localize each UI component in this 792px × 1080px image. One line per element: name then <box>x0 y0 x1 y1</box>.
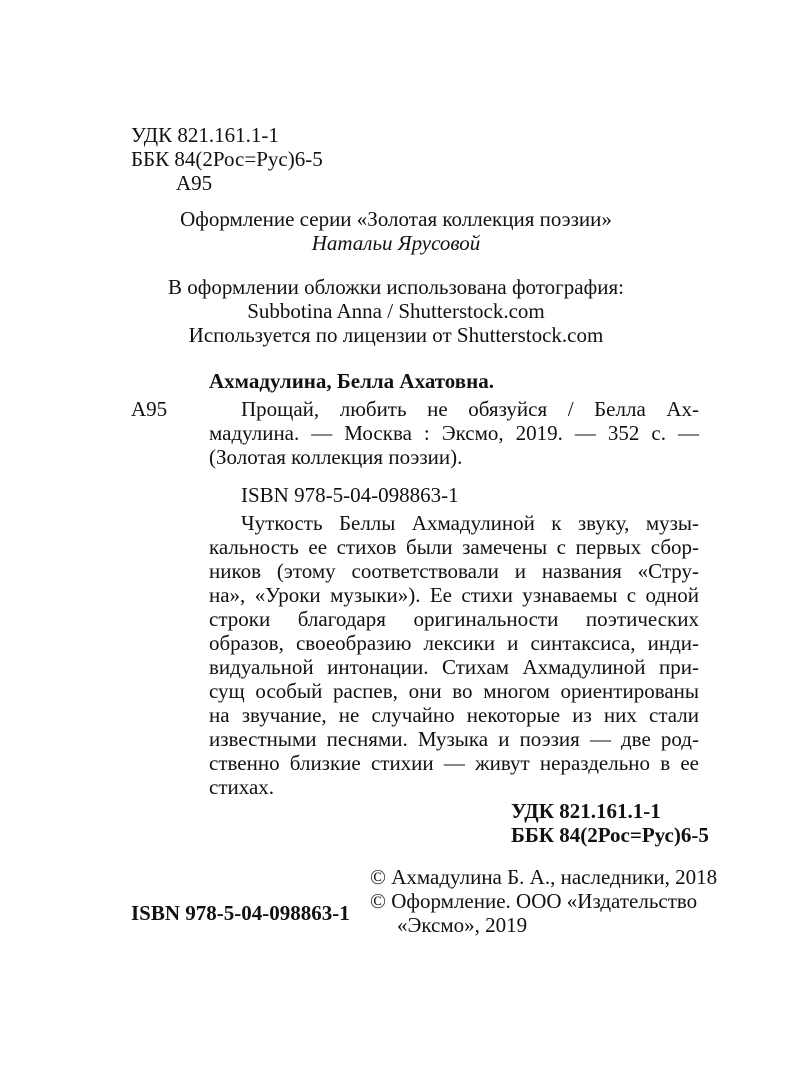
annotation-line: строки благодаря оригинальности поэтических <box>209 607 699 631</box>
annotation-line: на звучание, не случайно некоторые из них стали <box>209 703 699 727</box>
bottom-bbk-code: ББК 84(2Рос=Рус)6-5 <box>511 823 709 847</box>
top-udk-code: УДК 821.161.1-1 <box>131 123 279 147</box>
annotation-line: видуальной интонации. Стихам Ахмадулиной при- <box>209 655 699 679</box>
annotation-line: на», «Уроки музыки»). Ее стихи узнаваемы с одной <box>209 583 699 607</box>
series-design-line2: Натальи Ярусовой <box>311 231 481 255</box>
cover-photo-line2: Subbotina Anna / Shutterstock.com <box>247 299 545 323</box>
series-design-line1: Оформление серии «Золотая коллекция поэзии» <box>180 207 612 231</box>
cover-photo-line3: Используется по лицензии от Shutterstock.com <box>188 323 604 347</box>
annotation-line: сущ особый распев, они во многом ориентированы <box>209 679 699 703</box>
annotation-line: Чуткость Беллы Ахмадулиной к звуку, музы- <box>241 511 699 535</box>
description-line: (Золотая коллекция поэзии). <box>209 445 463 469</box>
bottom-udk-code: УДК 821.161.1-1 <box>511 799 661 823</box>
annotation-line: образов, своеобразию лексики и синтаксиса, инди- <box>209 631 699 655</box>
description-line: Прощай, любить не обязуйся / Белла Ах- <box>241 397 699 421</box>
cover-photo-line1: В оформлении обложки использована фотография: <box>168 275 624 299</box>
copyright-line3: «Эксмо», 2019 <box>397 913 528 937</box>
record-author-mark: А95 <box>131 397 168 421</box>
author-heading: Ахмадулина, Белла Ахатовна. <box>209 369 494 393</box>
top-author-mark: А95 <box>176 171 213 195</box>
annotation-line: стихах. <box>209 775 275 799</box>
record-isbn: ISBN 978-5-04-098863-1 <box>241 483 459 507</box>
annotation-line: ников (этому соответствовали и названия «Стру- <box>209 559 699 583</box>
description-line: мадулина. — Москва : Эксмо, 2019. — 352 с. — <box>209 421 699 445</box>
copyright-line2: © Оформление. ООО «Издательство <box>370 889 698 913</box>
copyright-line1: © Ахмадулина Б. А., наследники, 2018 <box>370 865 718 889</box>
annotation-line: известными песнями. Музыка и поэзия — две род- <box>209 727 699 751</box>
isbn-bold: ISBN 978-5-04-098863-1 <box>131 901 350 925</box>
annotation-line: кальность ее стихов были замечены с первых сбор- <box>209 535 699 559</box>
annotation-line: ственно близкие стихии — живут нераздельно в ее <box>209 751 699 775</box>
top-bbk-code: ББК 84(2Рос=Рус)6-5 <box>131 147 323 171</box>
